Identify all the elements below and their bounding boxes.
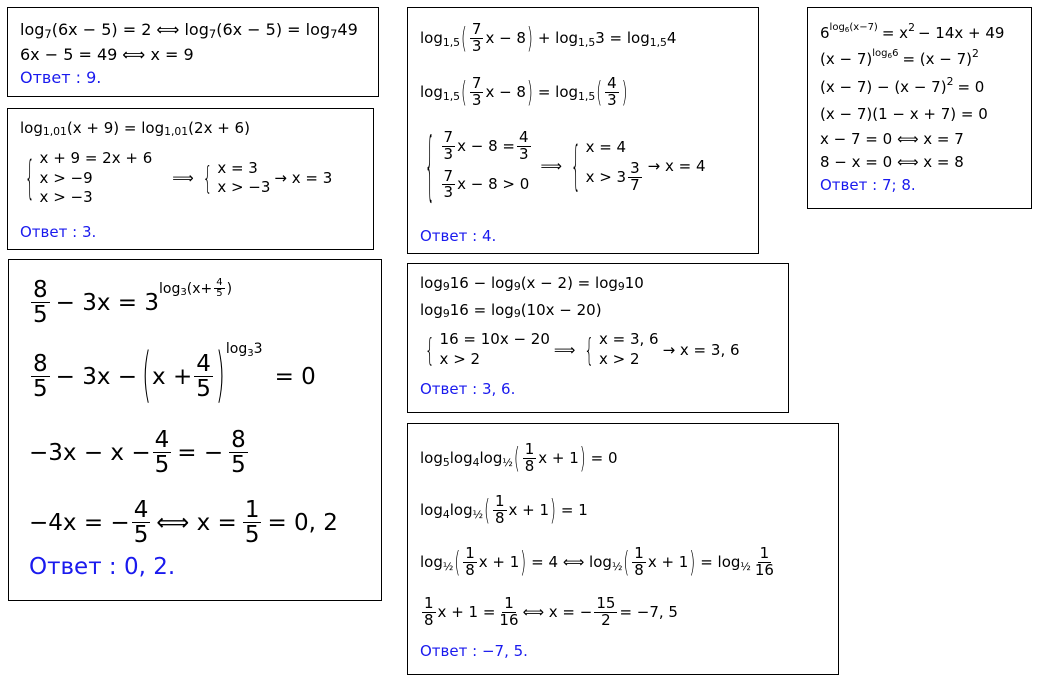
solution-box-1 [7, 7, 379, 97]
box6-system [420, 330, 744, 369]
left-paren: ( [461, 21, 467, 56]
left-paren: ( [142, 342, 152, 411]
implies-arrow: ⟹ [540, 156, 563, 175]
box1-text: (6x − 5) = 2 ⟺ log [51, 20, 209, 39]
answer-label: Ответ : [420, 227, 478, 245]
box7-line4 [420, 596, 678, 629]
solution-box-3 [8, 259, 382, 601]
base: 1,5 [578, 89, 596, 103]
base: ½ [502, 455, 513, 469]
denominator: 16 [754, 560, 774, 579]
box6-text: (x − 2) = log [520, 274, 618, 292]
numerator: 7 [443, 128, 454, 146]
box3-text: − 3x = 3 [55, 289, 159, 316]
box1-text2: (6x − 5) = log [216, 20, 331, 39]
system-1 [40, 149, 153, 208]
box5-line1 [820, 20, 1005, 42]
box3-text: −3x − x − [29, 439, 151, 466]
numerator: 4 [607, 74, 617, 92]
system-1 [440, 130, 533, 201]
base: 9 [617, 280, 625, 294]
left-paren: ( [454, 545, 461, 580]
denominator: 3 [443, 183, 454, 202]
numerator: 7 [471, 74, 482, 92]
box7-text: x + 1 [538, 449, 579, 468]
left-brace: { [571, 134, 581, 197]
box7-line1 [420, 442, 618, 475]
denominator: 8 [424, 610, 434, 629]
log: log [420, 501, 443, 520]
system-row: x > −3 [217, 178, 271, 197]
box4-text: 4 [666, 29, 677, 48]
denominator: 5 [216, 288, 223, 300]
box7-text: x + 1 [478, 553, 520, 572]
denominator: 5 [133, 522, 149, 549]
fraction [31, 352, 50, 401]
exp-base: 6 [887, 51, 893, 61]
result: → x = 4 [647, 156, 706, 175]
box5-line5 [820, 130, 964, 148]
box5-text: (x − 7) [820, 50, 873, 68]
box7-text: = 0 [590, 449, 618, 468]
implies-arrow: ⟹ [553, 340, 576, 359]
solution-box-2 [7, 108, 374, 250]
denominator: 3 [471, 36, 482, 55]
numerator: 1 [759, 544, 770, 562]
answer-label: Ответ : [820, 176, 878, 194]
fraction [31, 278, 50, 327]
exp-log: log [159, 280, 181, 297]
box1-answer [20, 68, 101, 87]
box4-system [420, 120, 710, 211]
box5-text: 8 − x = 0 ⟺ x = 8 [820, 153, 964, 171]
box5-line4 [820, 105, 988, 123]
numerator: 4 [216, 276, 223, 288]
exp-arg: 3 [253, 340, 263, 357]
denominator: 7 [630, 175, 640, 194]
system-row: x + 9 = 2x + 6 [39, 149, 153, 167]
box2-text2: (2x + 6) [188, 119, 250, 137]
box7-text: = 4 ⟺ log [531, 553, 612, 572]
box1-line2-text: 6x − 5 = 49 ⟺ x = 9 [20, 45, 194, 64]
box5-text: 6 [820, 24, 830, 42]
box7-text: x + 1 [508, 501, 550, 520]
box7-answer [420, 642, 528, 660]
numerator: 7 [471, 20, 482, 38]
numerator: 1 [524, 440, 535, 458]
box7-text: = log [700, 553, 741, 572]
exp-arg: (x+ [186, 280, 213, 297]
log: log [420, 83, 443, 102]
denominator: 5 [196, 376, 211, 403]
exp-arg: (x−7) [849, 21, 878, 33]
box5-text: = 0 [957, 78, 985, 96]
exp-base: 6 [844, 25, 850, 35]
box7-line3 [420, 546, 778, 579]
numerator: 1 [494, 492, 505, 510]
answer-label: Ответ : [20, 223, 78, 241]
box6-text: 16 = log [449, 301, 514, 319]
exponent [830, 22, 878, 33]
box4-text: + log [537, 29, 579, 48]
exp-log: log [829, 21, 845, 33]
box1-line1 [20, 20, 358, 39]
system-row [440, 166, 533, 202]
box3-line4 [29, 498, 338, 547]
box5-text: (x − 7)(1 − x + 7) = 0 [820, 105, 988, 123]
fraction [422, 596, 436, 629]
fraction [442, 166, 456, 202]
box3-text: = 0, 2 [267, 509, 338, 536]
box4-answer [420, 227, 496, 245]
answer-label: Ответ : [29, 554, 117, 580]
base: 1,5 [578, 35, 596, 49]
right-paren: ) [526, 75, 533, 110]
base: 4 [472, 455, 480, 469]
box2-answer [20, 223, 96, 241]
log: log [449, 449, 473, 468]
solution-box-7 [407, 423, 839, 675]
exp-log: log [872, 47, 888, 59]
box4-text: x − 8 [485, 29, 526, 48]
answer-value: 7; 8. [881, 176, 916, 194]
box1-base2: 7 [208, 26, 217, 41]
exp-arg: 6 [892, 47, 899, 59]
fraction [194, 352, 213, 401]
fraction [463, 546, 477, 579]
fraction [497, 596, 520, 629]
denominator: 3 [471, 90, 482, 109]
box6-text: 16 − log [449, 274, 514, 292]
log: log [420, 274, 443, 292]
denominator: 8 [494, 508, 505, 527]
fraction [523, 442, 537, 475]
box3-line1 [29, 278, 232, 327]
exp-base: 3 [247, 348, 254, 360]
numerator: 4 [518, 128, 529, 146]
box2-system [20, 149, 336, 208]
box4-text: = log [537, 83, 579, 102]
left-paren: ( [513, 441, 520, 476]
denominator: 2 [601, 610, 611, 629]
log: log [420, 29, 443, 48]
box7-line2 [420, 494, 588, 527]
system-row: 16 = 10x − 20 [439, 330, 550, 348]
left-brace: { [425, 120, 435, 211]
numerator: 4 [196, 351, 211, 377]
box7-text: = −7, 5 [619, 603, 678, 622]
box1-line2 [20, 45, 194, 64]
fraction [628, 161, 642, 194]
right-paren: ) [550, 493, 556, 528]
left-paren: ( [596, 75, 603, 110]
box3-text: = 0 [274, 363, 316, 390]
box1-text3: 49 [337, 20, 358, 39]
answer-label: Ответ : [20, 68, 81, 87]
box3-text: x + [152, 363, 193, 390]
system-row: x = 3, 6 [598, 330, 659, 348]
box4-line1 [420, 22, 676, 55]
base: 9 [442, 307, 450, 321]
fraction [442, 130, 456, 163]
box2-text: (x + 9) = log [66, 119, 165, 137]
box5-text: − 14x + 49 [917, 24, 1005, 42]
box5-text: = (x − 7) [902, 50, 973, 68]
system-row: x = 4 [585, 137, 627, 156]
solution-box-4 [407, 7, 759, 254]
numerator: 1 [244, 497, 260, 523]
numerator: 7 [443, 166, 454, 185]
right-paren: ) [215, 342, 225, 411]
base: 9 [442, 280, 450, 294]
answer-value: 3. [81, 223, 97, 241]
box2-line1 [20, 119, 250, 137]
exponent: 2 [908, 20, 915, 34]
box4-line2 [420, 76, 628, 109]
system-2 [586, 138, 644, 194]
left-brace: { [202, 159, 213, 198]
base: 9 [513, 280, 521, 294]
box1-log: log [20, 20, 45, 39]
fraction [229, 428, 248, 477]
numerator: 15 [596, 594, 616, 612]
denominator: 5 [231, 452, 246, 479]
exp-base: 3 [180, 286, 187, 298]
box4-text: 3 = log [595, 29, 650, 48]
answer-value: 0, 2. [123, 554, 176, 580]
numerator: 1 [465, 544, 475, 562]
system-1 [440, 330, 550, 369]
box3-text: −4x = − [29, 509, 130, 536]
denominator: 3 [607, 90, 617, 109]
box6-answer [420, 380, 515, 398]
box5-line3 [820, 74, 985, 96]
fraction [132, 498, 151, 547]
fraction [214, 278, 224, 300]
left-paren: ( [623, 545, 630, 580]
fraction [632, 546, 646, 579]
box6-line2 [420, 301, 602, 319]
system-row [586, 161, 644, 194]
implies-arrow: ⟹ [172, 169, 194, 188]
box6-text: (10x − 20) [520, 301, 602, 319]
numerator: 3 [630, 159, 640, 177]
log: log [420, 553, 443, 572]
log: log [479, 449, 503, 468]
exponent [872, 48, 898, 59]
numerator: 1 [634, 544, 644, 562]
system-2 [599, 330, 659, 369]
denominator: 8 [524, 456, 535, 475]
box4-text: x − 8 = [457, 136, 515, 155]
right-paren: ) [526, 21, 533, 56]
fraction [605, 76, 619, 109]
answer-value: 9. [86, 68, 102, 87]
answer-value: −7, 5. [481, 642, 528, 660]
left-brace: { [584, 330, 594, 369]
left-brace: { [25, 151, 35, 206]
box6-line1 [420, 274, 644, 292]
box2-base2: 1,01 [164, 125, 189, 139]
denominator: 3 [518, 144, 529, 163]
fraction [493, 494, 507, 527]
exponent: 2 [946, 74, 954, 88]
base: 9 [513, 307, 521, 321]
exp-log: log [225, 340, 248, 357]
answer-value: 3, 6. [481, 380, 516, 398]
system-row: x > 2 [598, 349, 640, 368]
box7-text: x + 1 = [437, 603, 496, 622]
exp-end: ) [226, 280, 233, 297]
answer-value: 4. [481, 227, 497, 245]
answer-label: Ответ : [420, 642, 478, 660]
system-row: x = 3 [217, 158, 258, 177]
right-paren: ) [579, 441, 586, 476]
box1-base: 7 [44, 26, 52, 41]
numerator: 8 [33, 277, 48, 303]
box4-text: x − 8 [485, 83, 526, 102]
left-paren: ( [461, 75, 467, 110]
log: log [420, 449, 443, 468]
numerator: 1 [424, 594, 434, 612]
numerator: 4 [154, 427, 170, 453]
box5-line2 [820, 46, 979, 68]
base: 4 [442, 507, 450, 521]
right-paren: ) [621, 75, 628, 110]
box7-text: = 1 [560, 501, 588, 520]
denominator: 8 [634, 560, 644, 579]
solution-box-5 [807, 7, 1032, 209]
system-row: x > −3 [39, 188, 93, 206]
solution-box-6 [407, 263, 789, 413]
base: ½ [442, 559, 454, 573]
box3-answer [29, 554, 175, 580]
base: ½ [740, 559, 751, 573]
box6-text: 10 [624, 274, 644, 292]
fraction [517, 130, 531, 163]
base: ½ [611, 559, 623, 573]
numerator: 1 [504, 594, 514, 612]
log: log [449, 501, 473, 520]
left-brace: { [425, 330, 435, 369]
box1-base3: 7 [330, 26, 338, 41]
base: ½ [472, 507, 484, 521]
box5-text: x − 7 = 0 ⟺ x = 7 [820, 130, 964, 148]
denominator: 5 [244, 522, 260, 549]
result: → x = 3, 6 [662, 340, 740, 359]
system-row: x > 2 [439, 349, 481, 368]
denominator: 5 [154, 452, 170, 479]
exponent: 2 [972, 46, 979, 60]
fraction [753, 546, 776, 579]
box5-answer [820, 176, 916, 194]
box5-text: (x − 7) − (x − 7) [820, 78, 947, 96]
box2-base: 1,01 [42, 125, 67, 139]
denominator: 5 [33, 302, 48, 329]
box7-text: ⟺ x = − [522, 603, 593, 622]
numerator: 4 [133, 497, 149, 523]
left-paren: ( [484, 493, 490, 528]
right-paren: ) [520, 545, 527, 580]
box3-line3 [29, 428, 250, 477]
exponent [159, 278, 232, 300]
box4-text: x − 8 > 0 [457, 175, 530, 193]
numerator: 8 [33, 351, 48, 377]
base: 1,5 [649, 35, 667, 49]
box4-text: x > 3 [585, 167, 627, 186]
box5-line6 [820, 153, 964, 171]
fraction [153, 428, 172, 477]
box7-text: x + 1 [647, 553, 689, 572]
exponent [225, 340, 263, 360]
base: 1,5 [442, 89, 461, 103]
base: 1,5 [442, 35, 461, 49]
base: 5 [442, 455, 450, 469]
box3-text: ⟺ x = [156, 509, 237, 536]
box3-text: = − [177, 439, 224, 466]
denominator: 3 [443, 144, 454, 163]
denominator: 16 [499, 610, 519, 629]
numerator: 8 [231, 427, 246, 453]
system-2 [217, 159, 270, 198]
result: → x = 3 [274, 169, 333, 188]
denominator: 5 [33, 376, 48, 403]
fraction [470, 22, 484, 55]
fraction [594, 596, 617, 629]
system-row [440, 130, 533, 163]
box3-text: − 3x − [55, 363, 138, 390]
fraction [243, 498, 262, 547]
system-row: x > −9 [39, 168, 93, 187]
log: log [420, 301, 443, 319]
fraction [470, 76, 484, 109]
box3-line2 [29, 340, 316, 411]
right-paren: ) [689, 545, 696, 580]
denominator: 8 [465, 560, 475, 579]
answer-label: Ответ : [420, 380, 478, 398]
box5-text: = x [881, 24, 909, 42]
box2-log: log [20, 119, 43, 137]
